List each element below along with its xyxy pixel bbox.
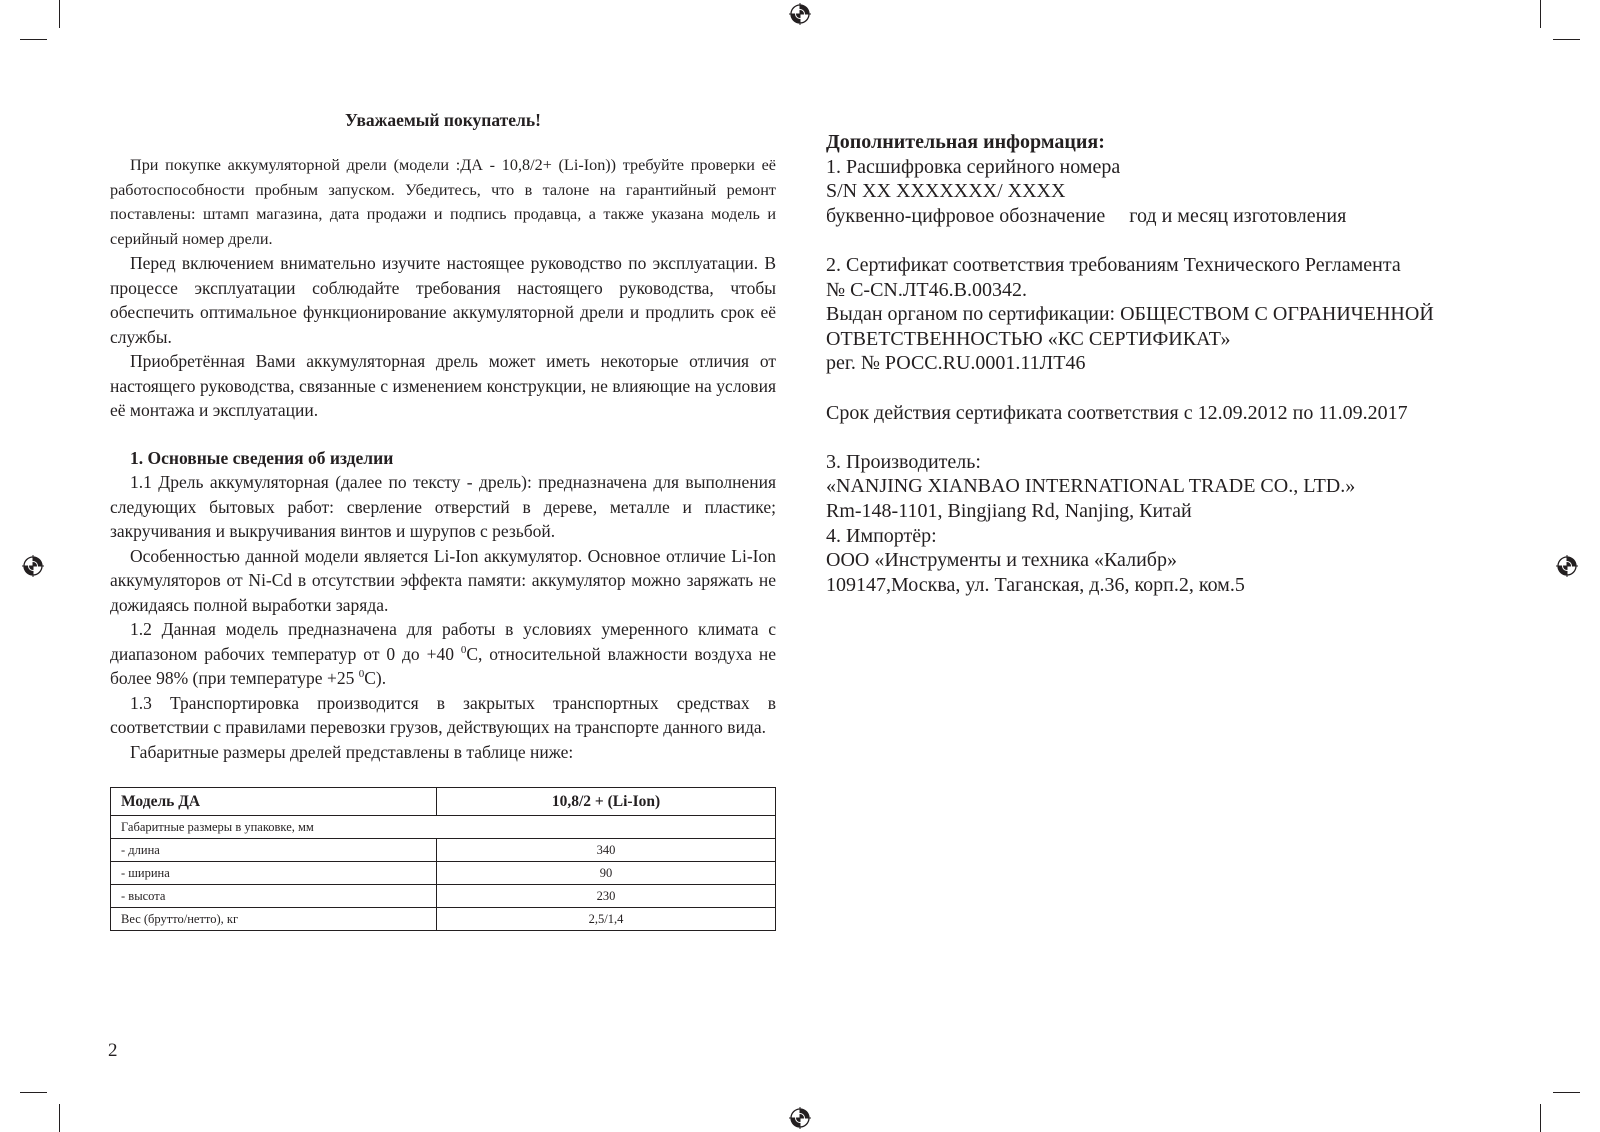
- left-page-column: [110, 110, 776, 931]
- crop-mark-bottom-right-h: [1553, 1092, 1580, 1093]
- crop-mark-top-right-h: [1553, 39, 1580, 40]
- dimensions-table: [110, 787, 776, 931]
- intro-paragraph-differences: Приобретённая Вами аккумуляторная дрель может иметь некоторые отличия от настоящего руководства, связанные с изменением конструкции, не влияющие на условия её монтажа и эксплуатации.: [110, 351, 776, 420]
- serial-title: 1. Расшифровка серийного номера: [826, 155, 1121, 178]
- importer-title: 4. Импортёр:: [826, 524, 937, 547]
- table-cell-value: 90: [437, 862, 776, 885]
- certificate-reg-number: рег. № РОСС.RU.0001.11ЛТ46: [826, 352, 1086, 375]
- registration-mark-icon: [1556, 555, 1578, 577]
- paragraph-1-3: 1.3 Транспортировка производится в закрытых транспортных средствах в соответствии с правилами перевозки грузов, действующих на транспорте данного вида.: [110, 692, 776, 737]
- degree-superscript: 0: [358, 668, 365, 681]
- certificate-number: № C-CN.ЛТ46.В.00342.: [826, 278, 1027, 301]
- crop-mark-top-right-v: [1540, 0, 1541, 28]
- certificate-title: 2. Сертификат соответствия требованиям Технического Регламента: [826, 253, 1401, 276]
- manufacturer-address: Rm-148-1101, Bingjiang Rd, Nanjing, Китай: [826, 499, 1192, 522]
- right-page-column: [826, 130, 1526, 597]
- serial-legend: [826, 204, 1526, 229]
- additional-info-heading: Дополнительная информация:: [826, 131, 1105, 153]
- crop-mark-bottom-left-v: [59, 1104, 60, 1132]
- table-cell-value: 340: [437, 839, 776, 862]
- importer-address: 109147,Москва, ул. Таганская, д.36, корп.2, ком.5: [826, 573, 1245, 596]
- importer-name: ООО «Инструменты и техника «Калибр»: [826, 549, 1177, 572]
- manufacturer-name: «NANJING XIANBAO INTERNATIONAL TRADE CO., LTD.»: [826, 475, 1356, 498]
- table-cell-value: 2,5/1,4: [437, 908, 776, 931]
- table-header-row: [111, 788, 776, 816]
- table-cell-pack-label: Габаритные размеры в упаковке, мм: [111, 816, 776, 839]
- table-cell-label: - ширина: [111, 862, 437, 885]
- paragraph-1-2: [110, 617, 776, 691]
- registration-mark-icon: [789, 1107, 811, 1129]
- crop-mark-bottom-right-v: [1540, 1104, 1541, 1132]
- table-row: [111, 816, 776, 839]
- crop-mark-top-left-h: [20, 39, 47, 40]
- table-header-value: 10,8/2 + (Li-Ion): [437, 788, 776, 816]
- table-cell-label: - высота: [111, 885, 437, 908]
- paragraph-1-1: 1.1 Дрель аккумуляторная (далее по тексту - дрель): предназначена для выполнения следующих бытовых работ: сверление отверстий в дереве, металле и пластике; закручивания и выкручивания винтов и шурупов с резьбой.: [110, 472, 776, 541]
- certificate-validity: Срок действия сертификата соответствия с 12.09.2012 по 11.09.2017: [826, 401, 1408, 424]
- paragraph-1-2-part1: 1.2 Данная модель предназначена для работы в условиях умеренного климата с диапазоном рабочих температур от 0 до +40: [110, 619, 776, 664]
- certificate-issuer-cont: ОТВЕТСТВЕННОСТЬЮ «КС СЕРТИФИКАТ»: [826, 327, 1231, 350]
- table-cell-label: Вес (брутто/нетто), кг: [111, 908, 437, 931]
- table-cell-value: 230: [437, 885, 776, 908]
- paragraph-1-2-part3: С).: [364, 668, 387, 688]
- degree-superscript: 0: [460, 643, 467, 656]
- table-cell-label: - длина: [111, 839, 437, 862]
- manufacturer-title: 3. Производитель:: [826, 450, 981, 473]
- page-number: 2: [108, 1040, 118, 1061]
- table-row: [111, 908, 776, 931]
- registration-mark-icon: [789, 3, 811, 25]
- table-row: [111, 885, 776, 908]
- paragraph-1-2-part2: С, относительной влажности воздуха не более 98% (при температуре +25: [110, 643, 776, 688]
- crop-mark-top-left-v: [59, 0, 60, 28]
- page-title: Уважаемый покупатель!: [345, 110, 541, 130]
- certificate-issuer: Выдан органом по сертификации: ОБЩЕСТВОМ С ОГРАНИЧЕННОЙ: [826, 303, 1434, 326]
- paragraph-dimensions-intro: Габаритные размеры дрелей представлены в таблице ниже:: [130, 741, 574, 762]
- intro-paragraph-purchase: При покупке аккумуляторной дрели (модели :ДА - 10,8/2+ (Li-Ion)) требуйте проверки её работоспособности пробным запуском. Убедитесь, что в талоне на гарантийный ремонт поставлены: штамп магазина, дата продажи и подпись продавца, а также указана модель и серийный номер дрели.: [110, 156, 776, 248]
- serial-legend-date: год и месяц изготовления: [1129, 204, 1347, 227]
- serial-format: S/N XX XXXXXXX/ XXXX: [826, 180, 1066, 203]
- paragraph-li-ion-feature: Особенностью данной модели является Li-Ion аккумулятор. Основное отличие Li-Ion аккумуляторов от Ni-Cd в отсутствии эффекта памяти: аккумулятор можно заряжать не дожидаясь полной выработки заряда.: [110, 545, 776, 615]
- table-row: [111, 839, 776, 862]
- serial-legend-code: буквенно-цифровое обозначение: [826, 204, 1106, 227]
- table-header-model: Модель ДА: [111, 788, 437, 816]
- intro-paragraph-manual: Перед включением внимательно изучите настоящее руководство по эксплуатации. В процессе эксплуатации соблюдайте требования настоящего руководства, чтобы обеспечить оптимальное функционирование аккумуляторной дрели и продлить срок её службы.: [110, 253, 776, 347]
- section-heading-basic-info: 1. Основные сведения об изделии: [130, 447, 394, 468]
- registration-mark-icon: [22, 555, 44, 577]
- table-row: [111, 862, 776, 885]
- crop-mark-bottom-left-h: [20, 1092, 47, 1093]
